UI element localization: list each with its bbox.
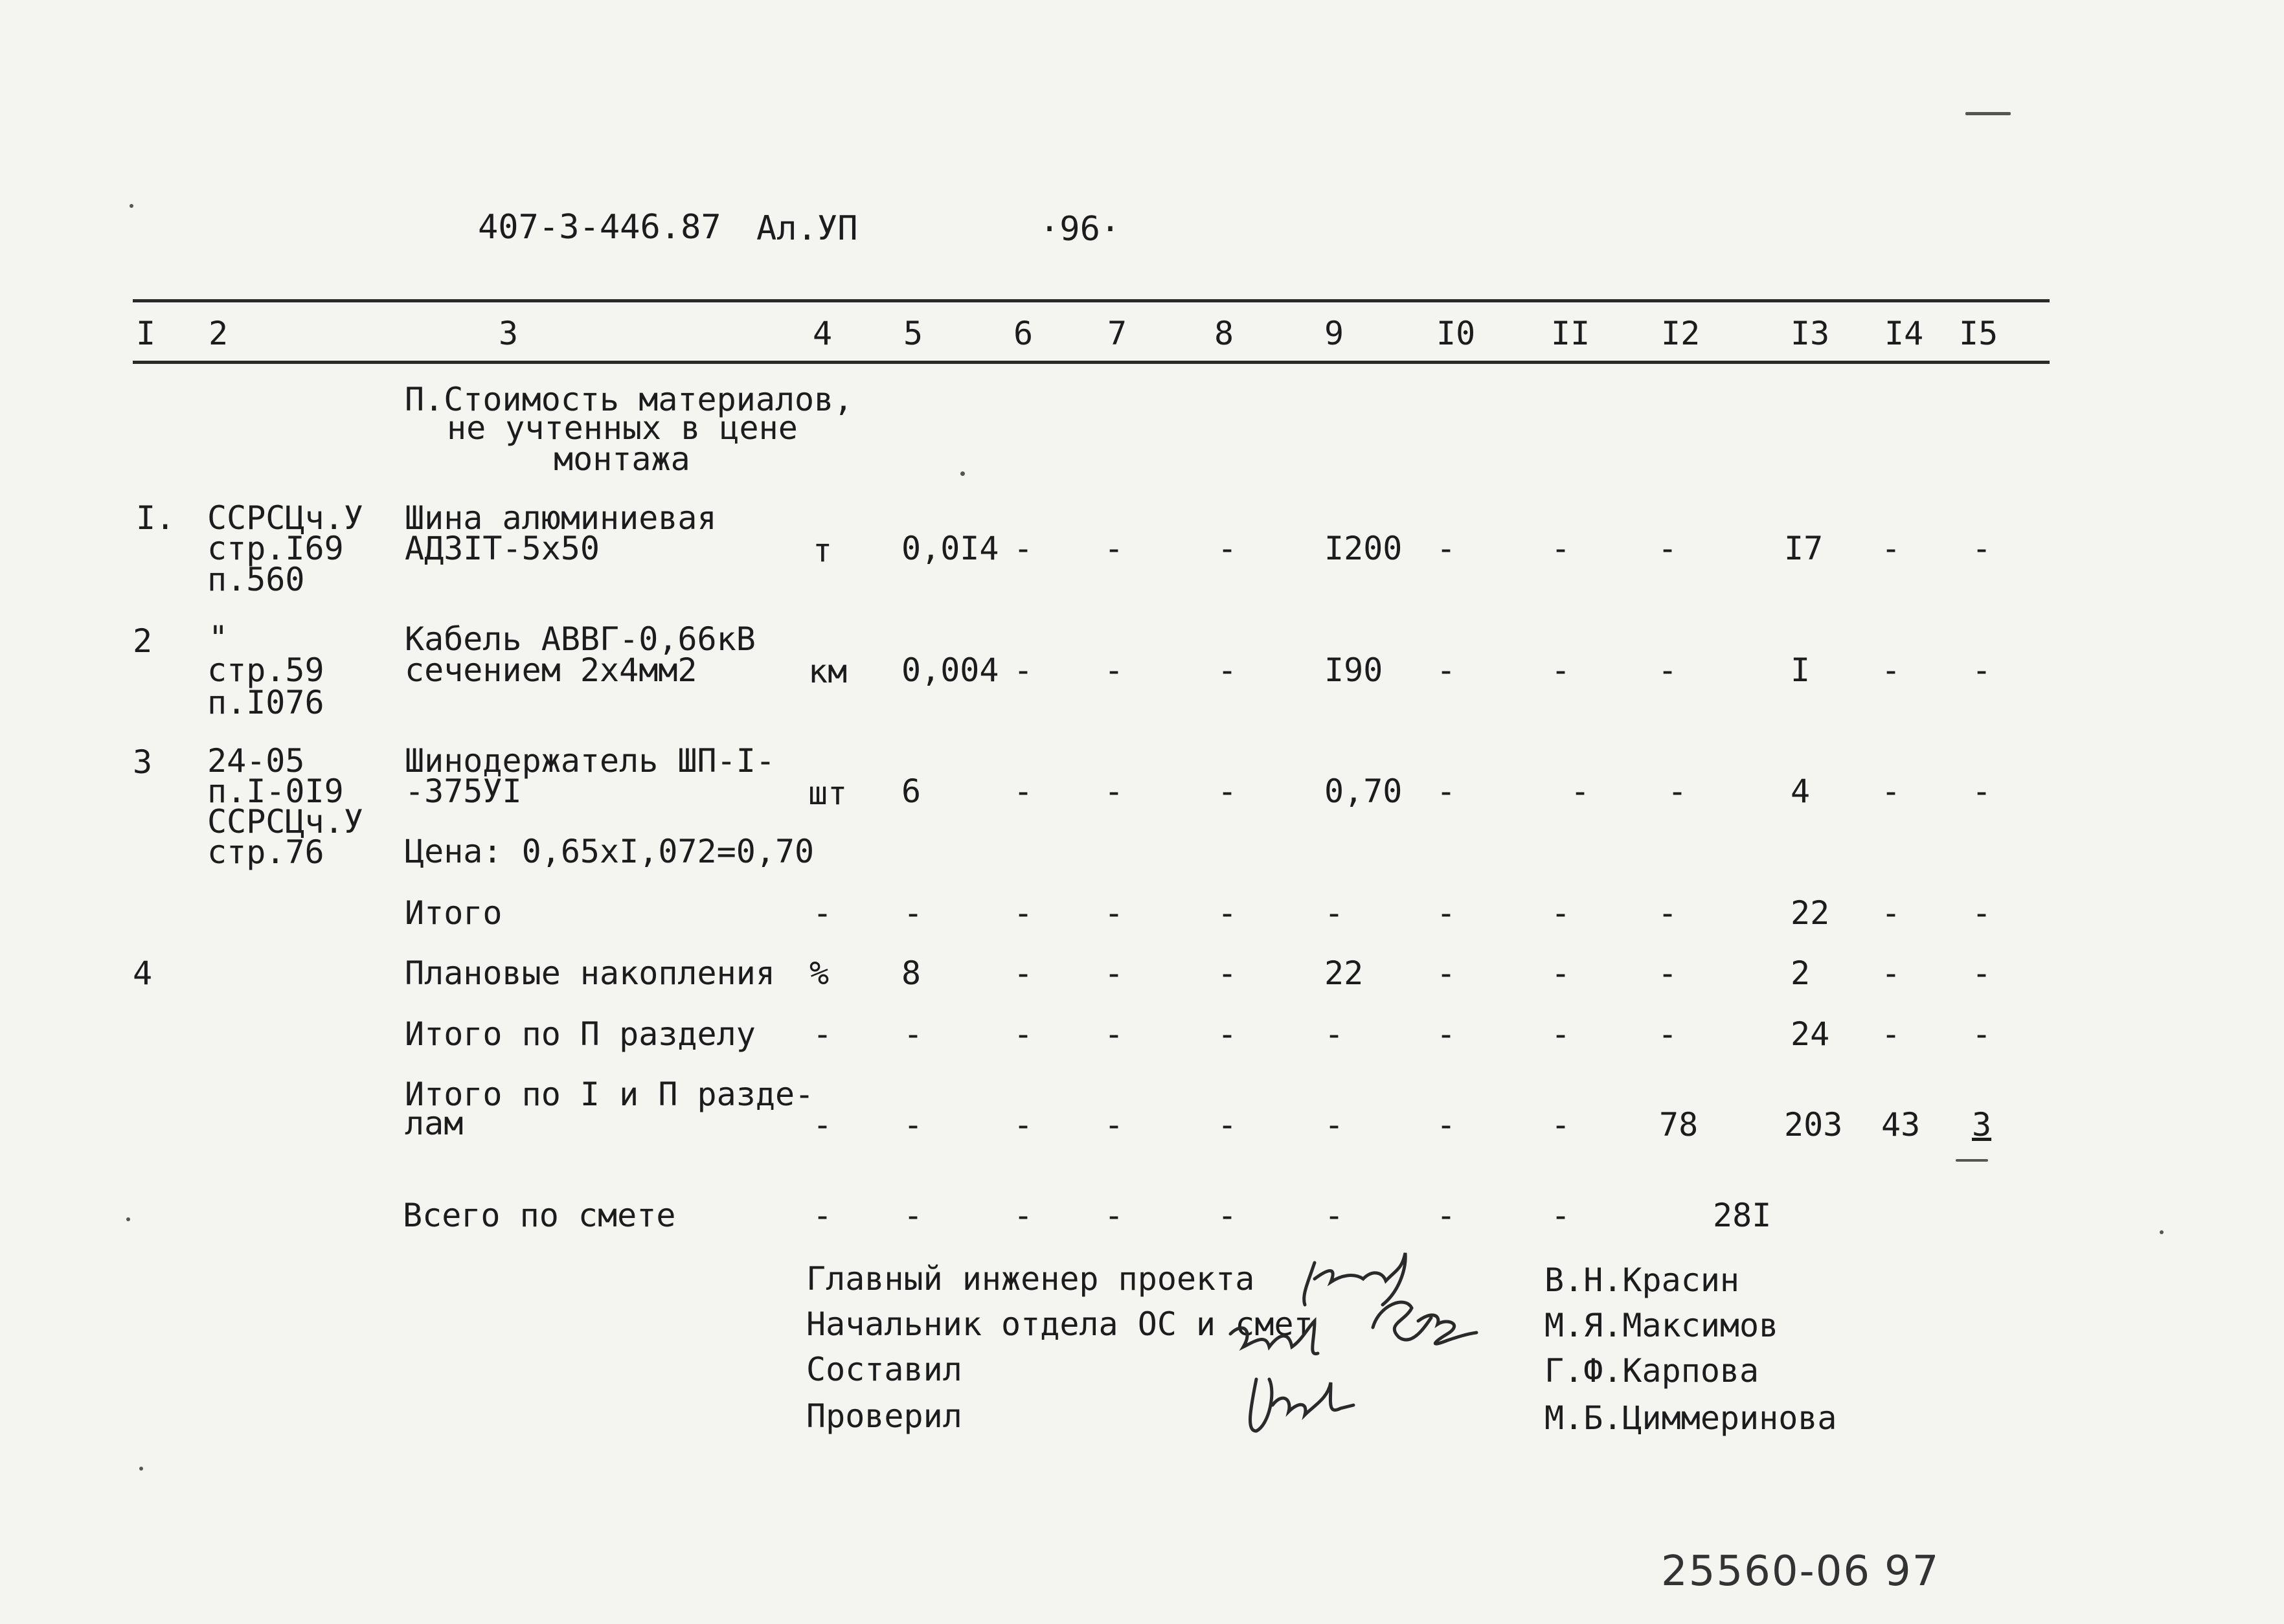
col-header: I5 — [1959, 315, 1998, 352]
cell: - — [1972, 530, 1992, 567]
cell: - — [1668, 773, 1688, 810]
cell: - — [1972, 1015, 1992, 1053]
cell: - — [903, 1197, 923, 1234]
page-number: ·96· — [1039, 210, 1121, 249]
cell: - — [1324, 1015, 1344, 1053]
row-total: 2 — [1791, 954, 1811, 992]
scan-speck — [2160, 1230, 2164, 1234]
cell: - — [1436, 894, 1456, 932]
cell: - — [1658, 954, 1678, 992]
row-name: Шина алюминиевая — [405, 499, 717, 537]
handwritten-signatures — [1217, 1243, 1528, 1489]
cell: - — [1013, 773, 1034, 810]
signer-role: Главный инженер проекта — [806, 1260, 1255, 1298]
row-source: 24-05 — [207, 742, 305, 780]
cell: - — [1436, 954, 1456, 992]
row-total: 22 — [1791, 894, 1830, 932]
row-name: сечением 2х4мм2 — [405, 651, 697, 689]
archive-page-number: 97 — [1884, 1548, 1940, 1596]
section-title-line: П.Стоимость материалов, — [405, 381, 854, 418]
row-source: п.I076 — [207, 684, 324, 721]
cell: - — [1551, 1106, 1571, 1144]
row-source: п.560 — [207, 561, 305, 598]
cell: - — [1551, 1015, 1571, 1053]
cell: - — [1658, 651, 1678, 689]
sheet-label: Ал.УП — [756, 209, 858, 248]
cell: - — [1436, 1106, 1456, 1144]
cell: - — [1013, 651, 1034, 689]
cell: - — [1436, 651, 1456, 689]
cell: - — [1551, 1197, 1571, 1234]
cell: - — [1881, 1015, 1901, 1053]
row-unit: т — [813, 532, 833, 569]
cell: - — [1570, 773, 1590, 810]
cell: - — [1013, 954, 1034, 992]
cell: - — [1104, 1197, 1124, 1234]
cell: - — [1217, 530, 1238, 567]
cell: - — [1104, 651, 1124, 689]
col-header: I3 — [1791, 315, 1830, 352]
signer-name: М.Б.Циммеринова — [1544, 1399, 1837, 1437]
row-label: лам — [405, 1105, 464, 1142]
scan-speck — [130, 204, 133, 208]
row-unit: км — [808, 653, 848, 690]
cell: - — [1217, 773, 1238, 810]
signer-name: М.Я.Максимов — [1544, 1307, 1779, 1344]
header-bottom-rule — [133, 361, 2050, 364]
section-title-line: не учтенных в цене — [447, 409, 798, 447]
cell: - — [1217, 1106, 1238, 1144]
scan-speck — [960, 471, 965, 476]
col-header: II — [1551, 315, 1590, 352]
row-total: 24 — [1791, 1015, 1830, 1053]
row-price: 0,70 — [1324, 773, 1403, 810]
cell: - — [1972, 894, 1992, 932]
row-price: I200 — [1324, 530, 1403, 567]
col-header: 6 — [1013, 315, 1034, 352]
col-header: I4 — [1884, 315, 1924, 352]
cell: - — [813, 894, 833, 932]
cell: - — [903, 1015, 923, 1053]
cell: - — [1658, 894, 1678, 932]
row-label: Итого — [405, 894, 503, 932]
row-total: I7 — [1784, 530, 1824, 567]
cell: 43 — [1881, 1106, 1921, 1144]
row-number: 3 — [133, 743, 153, 781]
row-unit: % — [809, 954, 830, 992]
signer-name: В.Н.Красин — [1544, 1261, 1740, 1299]
cell: - — [1551, 894, 1571, 932]
cell: - — [1881, 530, 1901, 567]
cell: - — [903, 894, 923, 932]
row-price-formula: Цена: 0,65хI,072=0,70 — [405, 833, 815, 870]
cell: - — [1881, 894, 1901, 932]
col-header: 8 — [1214, 315, 1234, 352]
row-label: Итого по I и П разде- — [405, 1076, 815, 1113]
row-name: АДЗIТ-5х50 — [405, 530, 600, 567]
cell: - — [1658, 1015, 1678, 1053]
row-source: стр.I69 — [207, 530, 344, 567]
cell: - — [1013, 1015, 1034, 1053]
row-name: Кабель АВВГ-0,66кВ — [405, 620, 756, 658]
row-name: -375УI — [405, 773, 522, 810]
cell: - — [1217, 651, 1238, 689]
row-total: I — [1791, 651, 1811, 689]
row-source: стр.59 — [207, 651, 324, 689]
row-source: п.I-0I9 — [207, 773, 344, 810]
cell: - — [1013, 894, 1034, 932]
cell: - — [1104, 1106, 1124, 1144]
cell: - — [1217, 1015, 1238, 1053]
scan-speck — [139, 1467, 143, 1471]
row-total: 203 — [1784, 1106, 1843, 1144]
col-header: I0 — [1436, 315, 1476, 352]
scan-mark — [1965, 112, 2011, 115]
cell: - — [813, 1106, 833, 1144]
row-label: Плановые накопления — [405, 954, 775, 992]
scan-speck — [126, 1217, 130, 1221]
cell: - — [1013, 1197, 1034, 1234]
cell: - — [1324, 894, 1344, 932]
col-header: 5 — [903, 315, 923, 352]
cell: - — [1104, 954, 1124, 992]
archive-inventory-number: 25560-06 — [1661, 1548, 1871, 1596]
cell: - — [1551, 651, 1571, 689]
row-source: " — [209, 619, 229, 657]
row-source: ССРСЦч.У — [207, 499, 363, 537]
col-header: 2 — [209, 315, 229, 352]
row-number: I. — [136, 499, 175, 537]
row-quantity: 6 — [901, 773, 922, 810]
grand-total: 28I — [1713, 1197, 1772, 1234]
col-header: I — [136, 315, 156, 352]
cell: - — [1972, 954, 1992, 992]
row-number: 2 — [133, 622, 153, 660]
cell: - — [1881, 773, 1901, 810]
signer-name: Г.Ф.Карпова — [1544, 1352, 1759, 1390]
row-total: 4 — [1791, 773, 1811, 810]
cell: - — [1013, 1106, 1034, 1144]
cell: - — [1104, 894, 1124, 932]
cell: - — [1324, 1197, 1344, 1234]
row-label: Всего по смете — [403, 1197, 676, 1234]
cell: - — [1013, 530, 1034, 567]
cell: - — [1104, 773, 1124, 810]
col-header: 4 — [813, 315, 833, 352]
row-quantity: 0,004 — [901, 651, 999, 689]
cell: - — [1324, 1106, 1344, 1144]
section-title-line: монтажа — [554, 440, 690, 478]
cell: - — [1217, 894, 1238, 932]
cell: - — [1972, 651, 1992, 689]
cell: - — [1217, 954, 1238, 992]
cell: - — [1881, 954, 1901, 992]
row-label: Итого по П разделу — [405, 1015, 756, 1053]
scan-mark — [1956, 1159, 1988, 1162]
col-header: 3 — [499, 315, 519, 352]
cell: - — [1104, 530, 1124, 567]
col-header: 7 — [1107, 315, 1127, 352]
cell: - — [813, 1015, 833, 1053]
cell: - — [1436, 773, 1456, 810]
header-top-rule — [133, 299, 2050, 302]
cell: 8 — [901, 954, 922, 992]
signer-role: Начальник отдела ОС и смет — [806, 1305, 1313, 1343]
cell: - — [1104, 1015, 1124, 1053]
cell: 78 — [1659, 1106, 1699, 1144]
row-name: Шинодержатель ШП-I- — [405, 742, 775, 780]
row-source: стр.76 — [207, 833, 324, 871]
cell: - — [1551, 954, 1571, 992]
col-header: 9 — [1324, 315, 1344, 352]
cell: - — [1436, 530, 1456, 567]
cell: - — [1658, 530, 1678, 567]
row-unit: шт — [808, 774, 848, 812]
row-source: ССРСЦч.У — [207, 803, 363, 840]
row-quantity: 0,0I4 — [901, 530, 999, 567]
cell: 3 — [1972, 1106, 1992, 1144]
row-price: I90 — [1324, 651, 1383, 689]
signer-role: Составил — [806, 1351, 962, 1388]
cell: 22 — [1324, 954, 1364, 992]
cell: - — [1881, 651, 1901, 689]
cell: - — [1436, 1197, 1456, 1234]
cell: - — [813, 1197, 833, 1234]
row-number: 4 — [133, 954, 153, 992]
cell: - — [1436, 1015, 1456, 1053]
signer-role: Проверил — [806, 1397, 962, 1435]
col-header: I2 — [1661, 315, 1701, 352]
cell: - — [903, 1106, 923, 1144]
cell: - — [1217, 1197, 1238, 1234]
document-code: 407-3-446.87 — [478, 208, 721, 247]
cell: - — [1551, 530, 1571, 567]
cell: - — [1972, 773, 1992, 810]
